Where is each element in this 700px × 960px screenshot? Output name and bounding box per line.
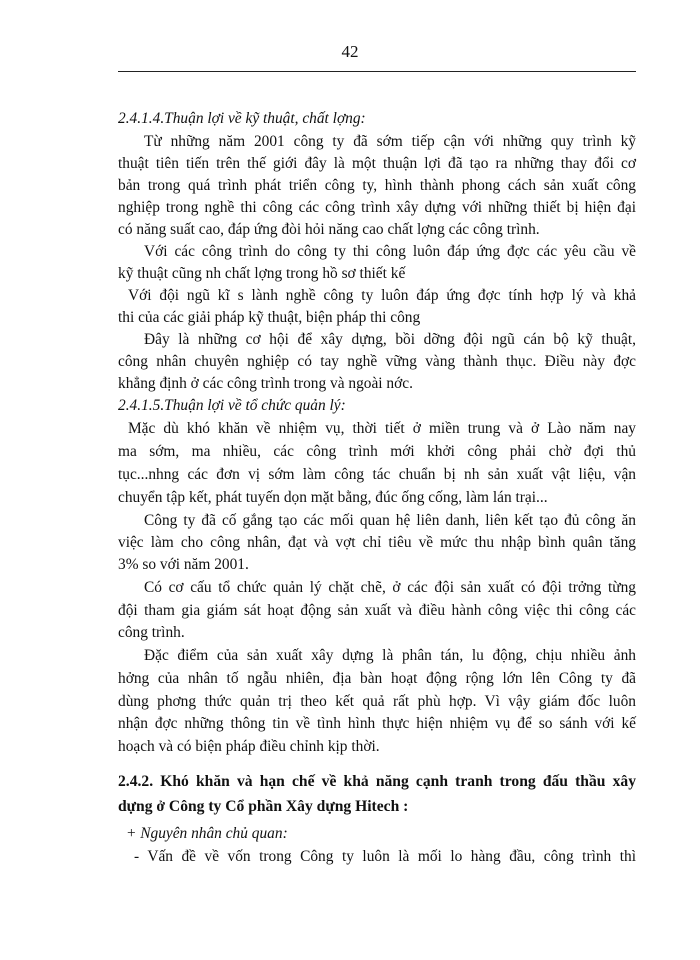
paragraph-line: hoạch và có biện pháp điều chỉnh kịp thời. <box>118 738 380 755</box>
paragraph-line: đội tham gia giám sát hoạt động sản xuất và điều hành công việc thi công các <box>118 602 636 619</box>
paragraph-line: - Vấn đề về vốn trong Công ty luôn là mối lo hàng đầu, công trình thì <box>134 848 636 865</box>
paragraph-line: thuật tiên tiến trên thế giới đây là một thuận lợi đã tạo ra những thay đổi cơ <box>118 155 636 172</box>
paragraph-line: công nhân chuyên nghiệp có tay nghề vững vàng thành thục. Điều này đợc <box>118 353 636 370</box>
paragraph-line: tục...nhng các đơn vị sớm làm công tác chuẩn bị nh sản xuất vật liệu, vận <box>118 466 636 483</box>
paragraph-line: Với các công trình do công ty thi công luôn đáp ứng đợc các yêu cầu về <box>144 243 636 260</box>
paragraph-line: có năng suất cao, đáp ứng đòi hỏi năng cao chất lợng các công trình. <box>118 221 540 238</box>
bold-section-heading: dựng ở Công ty Cổ phần Xây dựng Hitech : <box>118 798 409 815</box>
paragraph-line: chuyển tập kết, phát tuyến dọn mặt bằng, đúc ống cống, làm lán trại... <box>118 489 548 506</box>
paragraph-line: kỹ thuật cũng nh chất lợng trong hồ sơ thiết kế <box>118 265 406 282</box>
paragraph-line: hởng của nhân tố ngẫu nhiên, địa bàn hoạt động rộng lớn lên Công ty đã <box>118 670 636 687</box>
paragraph-line: khẳng định ở các công trình trong và ngoài nớc. <box>118 375 413 392</box>
header-divider <box>118 71 636 72</box>
section-heading: 2.4.1.4.Thuận lợi về kỹ thuật, chất lợng: <box>118 110 366 127</box>
paragraph-line: dùng phơng thức quản trị theo kết quả rất phù hợp. Vì vậy giám đốc luôn <box>118 693 636 710</box>
paragraph-line: thi của các giải pháp kỹ thuật, biện pháp thi công <box>118 309 421 326</box>
paragraph-line: nhận đợc những thông tin về tình hình thực hiện nhiệm vụ để so sánh với kế <box>118 715 636 732</box>
paragraph-line: Công ty đã cố gắng tạo các mối quan hệ liên danh, liên kết tạo đủ công ăn <box>144 512 636 529</box>
bold-section-heading: 2.4.2. Khó khăn và hạn chế về khả năng cạnh tranh trong đấu thầu xây <box>118 773 636 790</box>
paragraph-line: Với đội ngũ kĩ s lành nghề công ty luôn đáp ứng đợc tính hợp lý và khả <box>128 287 636 304</box>
paragraph-line: Mặc dù khó khăn về nhiệm vụ, thời tiết ở miền trung và ở Lào năm nay <box>128 420 636 437</box>
paragraph-line: + Nguyên nhân chủ quan: <box>126 825 288 842</box>
paragraph-line: 3% so với năm 2001. <box>118 556 249 573</box>
paragraph-line: công trình. <box>118 624 185 641</box>
paragraph-line: Có cơ cấu tổ chức quản lý chặt chẽ, ở các đội sản xuất có đội trởng từng <box>144 579 636 596</box>
paragraph-line: bản trong quá trình phát triển công ty, hình thành phong cách sản xuất công <box>118 177 636 194</box>
paragraph-line: Đây là những cơ hội để xây dựng, bồi dỡng đội ngũ cán bộ kỹ thuật, <box>144 331 636 348</box>
paragraph-line: việc làm cho công nhân, đạt và vợt chỉ tiêu về mức thu nhập bình quân tăng <box>118 534 636 551</box>
section-heading: 2.4.1.5.Thuận lợi về tổ chức quản lý: <box>118 397 346 414</box>
paragraph-line: nghiệp trong nghề thi công các công trình xây dựng với những thiết bị hiện đại <box>118 199 636 216</box>
page-number: 42 <box>341 42 359 61</box>
paragraph-line: ma sớm, ma nhiều, các công trình mới khởi công phải chờ đợi thủ <box>118 443 636 460</box>
paragraph-line: Đặc điểm của sản xuất xây dựng là phân tán, lu động, chịu nhiều ảnh <box>144 647 636 664</box>
paragraph-line: Từ những năm 2001 công ty đã sớm tiếp cận với những quy trình kỹ <box>144 133 636 150</box>
